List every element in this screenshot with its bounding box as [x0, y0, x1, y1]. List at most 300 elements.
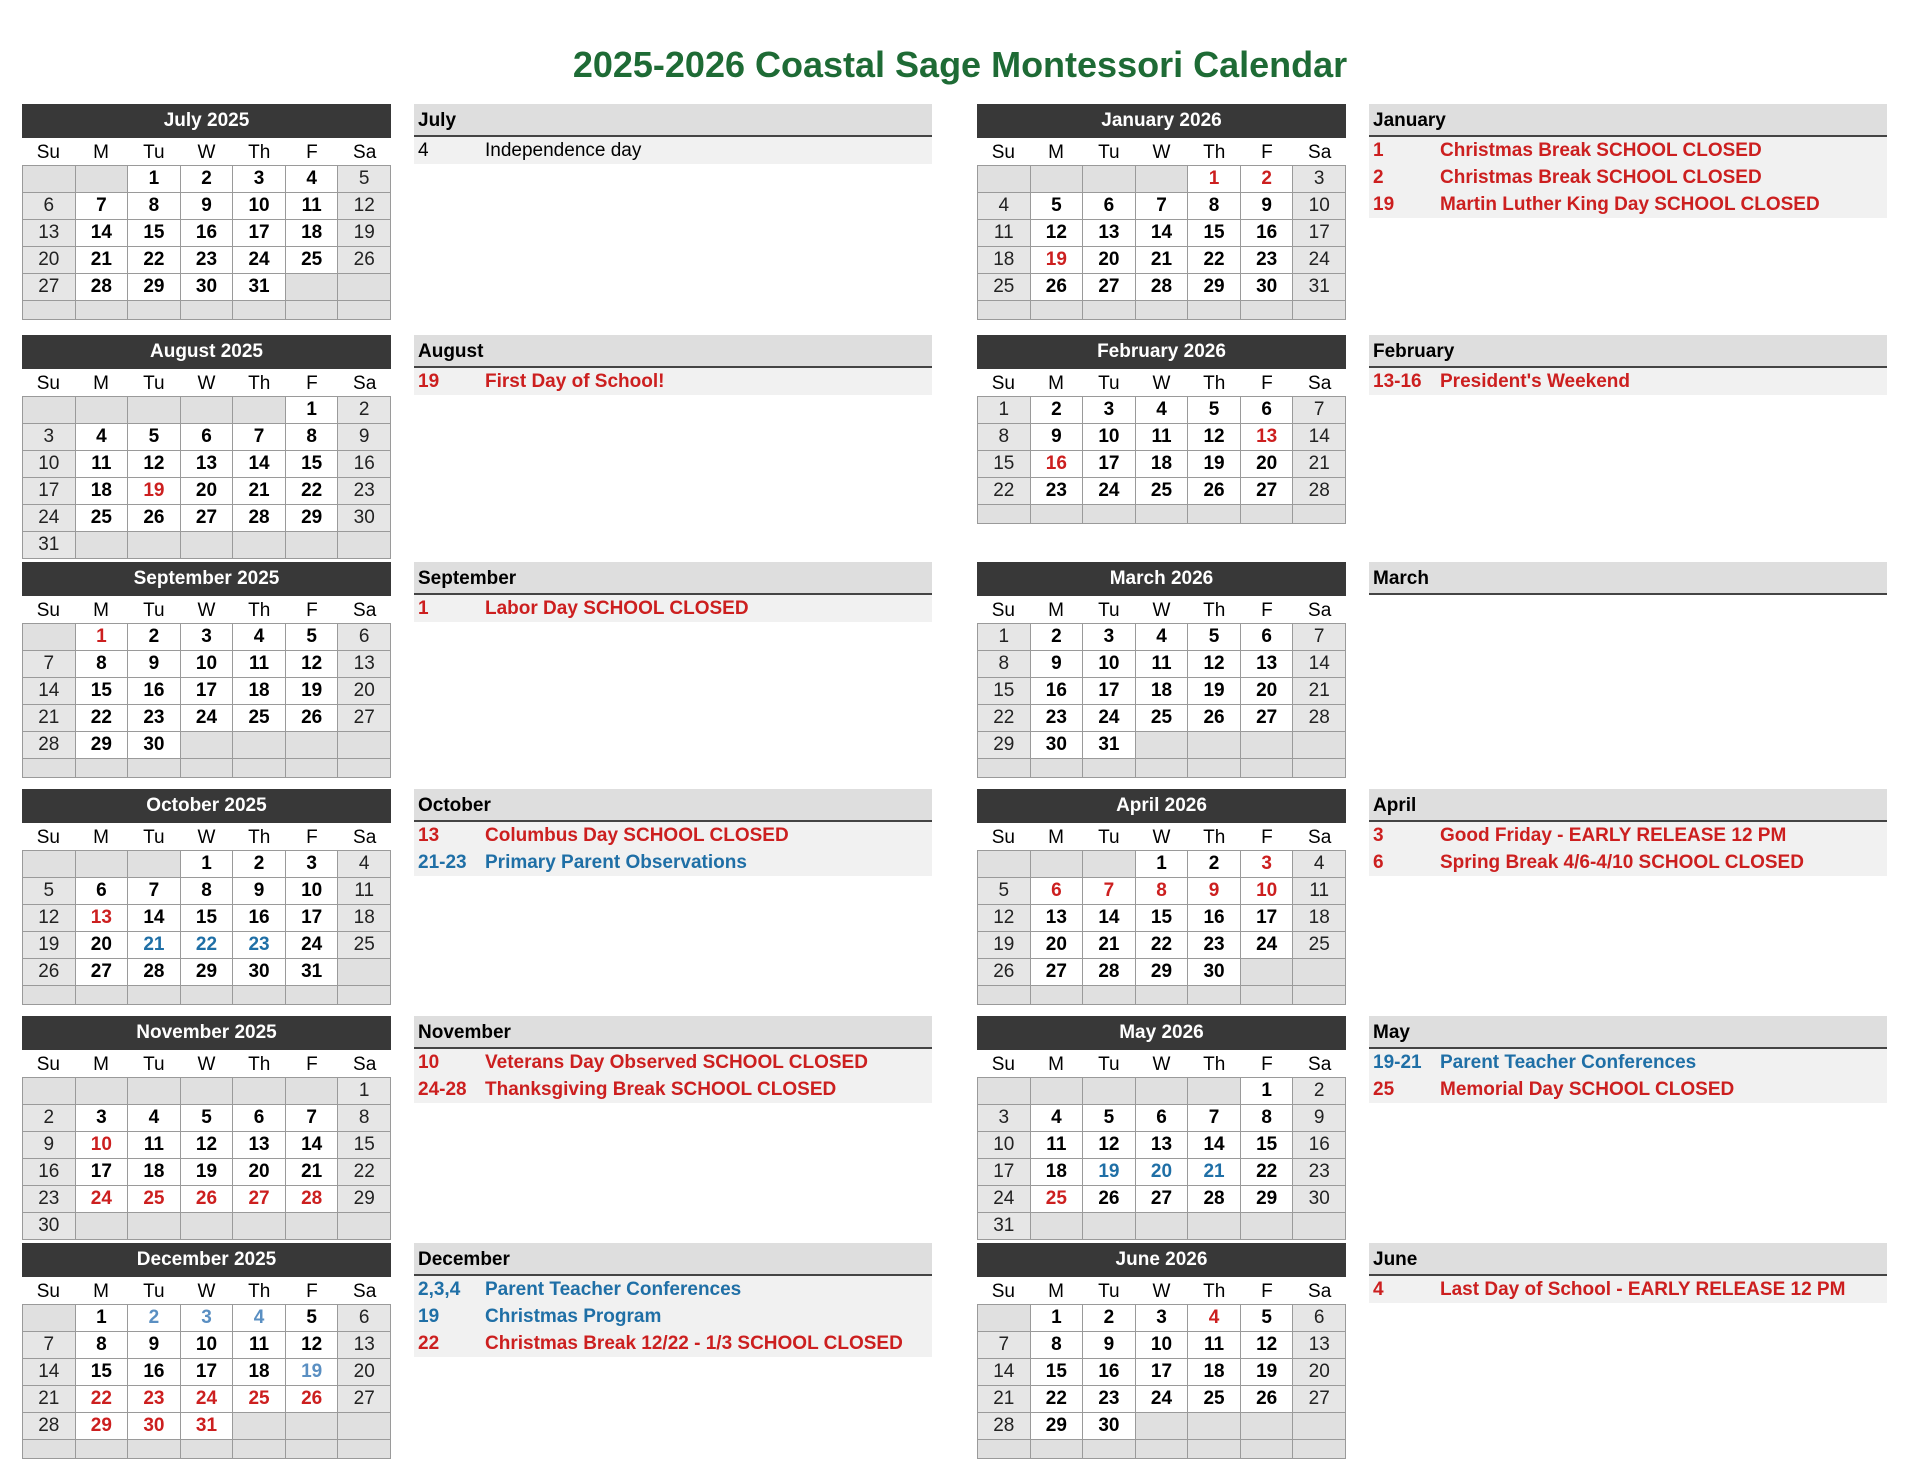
day-cell: 8 [338, 1105, 391, 1132]
day-cell: 10 [1241, 878, 1294, 905]
empty-day-cell [23, 624, 76, 651]
day-cell: 4 [338, 851, 391, 878]
empty-day-cell [1031, 851, 1084, 878]
day-cell: 24 [181, 1386, 234, 1413]
weekday-label: Th [1203, 1281, 1226, 1302]
empty-day-cell [76, 1213, 129, 1240]
day-cell: 25 [338, 932, 391, 959]
empty-day-cell [181, 301, 234, 320]
day-cell: 26 [128, 505, 181, 532]
day-cell: 19 [1031, 247, 1084, 274]
day-cell: 9 [1188, 878, 1241, 905]
day-cell: 21 [1188, 1159, 1241, 1186]
event-description: Christmas Break SCHOOL CLOSED [1440, 140, 1762, 161]
day-cell: 1 [1136, 851, 1189, 878]
month-grid [977, 396, 1346, 524]
weekday-label: Th [1203, 373, 1226, 394]
day-cell: 27 [1136, 1186, 1189, 1213]
day-cell: 18 [286, 220, 339, 247]
events-list [414, 1016, 932, 1103]
weekday-label: Sa [1308, 1054, 1332, 1075]
empty-day-cell [1136, 759, 1189, 778]
day-cell: 23 [1031, 478, 1084, 505]
day-cell: 29 [338, 1186, 391, 1213]
day-cell: 11 [76, 451, 129, 478]
day-cell: 21 [128, 932, 181, 959]
weekday-label: W [1152, 142, 1171, 163]
empty-day-cell [1241, 732, 1294, 759]
day-cell: 6 [1083, 193, 1136, 220]
empty-day-cell [181, 1078, 234, 1105]
weekday-label: F [1261, 373, 1273, 394]
event-date: 10 [418, 1052, 440, 1073]
day-cell: 18 [233, 1359, 286, 1386]
empty-day-cell [23, 301, 76, 320]
day-cell: 25 [128, 1186, 181, 1213]
day-cell: 14 [1188, 1132, 1241, 1159]
day-cell: 18 [233, 678, 286, 705]
weekday-label: Sa [353, 373, 377, 394]
day-cell: 18 [76, 478, 129, 505]
event-description: Parent Teacher Conferences [1440, 1052, 1697, 1073]
day-cell: 17 [181, 1359, 234, 1386]
day-cell: 24 [181, 705, 234, 732]
day-cell: 28 [978, 1413, 1031, 1440]
empty-day-cell [1293, 1440, 1346, 1459]
day-cell: 12 [978, 905, 1031, 932]
month-grid [977, 165, 1346, 320]
day-cell: 1 [1031, 1305, 1084, 1332]
event-date: 19 [418, 371, 440, 392]
day-cell: 12 [1031, 220, 1084, 247]
weekday-label: Su [36, 827, 60, 848]
day-cell: 18 [128, 1159, 181, 1186]
day-cell: 31 [23, 532, 76, 559]
day-cell: 17 [1293, 220, 1346, 247]
empty-day-cell [1188, 1213, 1241, 1240]
day-cell: 19 [1188, 451, 1241, 478]
weekday-label: M [1048, 600, 1064, 621]
day-cell: 4 [1031, 1105, 1084, 1132]
empty-day-cell [1241, 301, 1294, 320]
empty-day-cell [338, 759, 391, 778]
day-cell: 2 [1241, 166, 1294, 193]
weekday-label: Sa [353, 142, 377, 163]
day-cell: 19 [1188, 678, 1241, 705]
day-cell: 20 [23, 247, 76, 274]
empty-day-cell [181, 532, 234, 559]
weekday-label: F [306, 827, 318, 848]
weekday-label: W [1152, 373, 1171, 394]
month-calendar [977, 335, 1346, 524]
day-cell: 20 [1241, 451, 1294, 478]
events-month-heading: January [1369, 104, 1887, 137]
events-month-heading: March [1369, 562, 1887, 595]
events-month-heading: April [1369, 789, 1887, 822]
day-cell: 22 [76, 1386, 129, 1413]
day-cell: 17 [1083, 451, 1136, 478]
events-month-heading: September [414, 562, 932, 595]
day-cell: 10 [1083, 424, 1136, 451]
day-cell: 4 [233, 1305, 286, 1332]
weekday-label: Sa [1308, 600, 1332, 621]
day-cell: 7 [286, 1105, 339, 1132]
day-cell: 11 [233, 651, 286, 678]
weekday-label: F [306, 600, 318, 621]
day-cell: 24 [1136, 1386, 1189, 1413]
event-row [414, 1330, 932, 1357]
weekday-label: M [1048, 827, 1064, 848]
event-row [1369, 137, 1887, 164]
weekday-label: Sa [1308, 827, 1332, 848]
day-cell: 23 [1293, 1159, 1346, 1186]
empty-day-cell [338, 959, 391, 986]
event-row [1369, 191, 1887, 218]
empty-day-cell [23, 1440, 76, 1459]
weekday-label: Th [1203, 142, 1226, 163]
day-cell: 20 [181, 478, 234, 505]
weekday-label: F [1261, 142, 1273, 163]
day-cell: 16 [128, 678, 181, 705]
empty-day-cell [1188, 986, 1241, 1005]
day-cell: 11 [1293, 878, 1346, 905]
day-cell: 7 [76, 193, 129, 220]
empty-day-cell [233, 1413, 286, 1440]
day-cell: 13 [1083, 220, 1136, 247]
day-cell: 1 [76, 624, 129, 651]
event-row [1369, 822, 1887, 849]
weekday-label: M [1048, 142, 1064, 163]
empty-day-cell [338, 1440, 391, 1459]
empty-day-cell [1241, 1440, 1294, 1459]
empty-day-cell [286, 1078, 339, 1105]
event-description: Veterans Day Observed SCHOOL CLOSED [485, 1052, 868, 1073]
month-grid [22, 850, 391, 1005]
day-cell: 2 [1293, 1078, 1346, 1105]
weekday-label: W [197, 600, 216, 621]
day-cell: 6 [1293, 1305, 1346, 1332]
day-cell: 30 [1188, 959, 1241, 986]
event-row [1369, 368, 1887, 395]
event-date: 3 [1373, 825, 1384, 846]
day-cell: 21 [1293, 678, 1346, 705]
weekday-label: M [1048, 373, 1064, 394]
empty-day-cell [76, 1078, 129, 1105]
day-cell: 14 [286, 1132, 339, 1159]
day-cell: 12 [1188, 651, 1241, 678]
month-title: December 2025 [22, 1243, 391, 1277]
month-calendar [22, 1243, 391, 1459]
empty-day-cell [338, 986, 391, 1005]
day-cell: 20 [1293, 1359, 1346, 1386]
empty-day-cell [1188, 759, 1241, 778]
weekday-label: Su [36, 1054, 60, 1075]
day-cell: 23 [128, 705, 181, 732]
day-cell: 22 [1188, 247, 1241, 274]
empty-day-cell [1188, 505, 1241, 524]
day-cell: 5 [1241, 1305, 1294, 1332]
events-month-heading: August [414, 335, 932, 368]
day-cell: 11 [1136, 651, 1189, 678]
day-cell: 28 [233, 505, 286, 532]
day-cell: 15 [128, 220, 181, 247]
day-cell: 20 [233, 1159, 286, 1186]
day-cell: 14 [978, 1359, 1031, 1386]
day-cell: 11 [286, 193, 339, 220]
weekday-label: Th [1203, 1054, 1226, 1075]
day-cell: 6 [338, 624, 391, 651]
weekday-label: Tu [143, 1281, 165, 1302]
day-cell: 8 [1136, 878, 1189, 905]
empty-day-cell [181, 986, 234, 1005]
day-cell: 19 [23, 932, 76, 959]
weekday-label: Th [248, 827, 271, 848]
empty-day-cell [978, 1305, 1031, 1332]
day-cell: 6 [1241, 624, 1294, 651]
weekday-label: M [93, 1054, 109, 1075]
day-cell: 19 [1083, 1159, 1136, 1186]
day-cell: 26 [1241, 1386, 1294, 1413]
empty-day-cell [76, 166, 129, 193]
empty-day-cell [1136, 301, 1189, 320]
day-cell: 4 [1136, 397, 1189, 424]
day-cell: 12 [286, 1332, 339, 1359]
day-cell: 28 [23, 732, 76, 759]
day-cell: 30 [128, 1413, 181, 1440]
event-date: 19-21 [1373, 1052, 1422, 1073]
day-cell: 21 [1083, 932, 1136, 959]
weekday-header [977, 369, 1346, 396]
weekday-label: Tu [143, 373, 165, 394]
empty-day-cell [338, 301, 391, 320]
day-cell: 26 [338, 247, 391, 274]
events-list [1369, 562, 1887, 595]
weekday-label: F [306, 142, 318, 163]
day-cell: 31 [233, 274, 286, 301]
empty-day-cell [76, 532, 129, 559]
day-cell: 31 [978, 1213, 1031, 1240]
month-title: June 2026 [977, 1243, 1346, 1277]
day-cell: 26 [286, 1386, 339, 1413]
empty-day-cell [1293, 759, 1346, 778]
day-cell: 5 [978, 878, 1031, 905]
events-list [414, 562, 932, 622]
day-cell: 22 [181, 932, 234, 959]
event-description: Christmas Program [485, 1306, 662, 1327]
day-cell: 13 [338, 1332, 391, 1359]
weekday-label: F [1261, 1054, 1273, 1075]
empty-day-cell [286, 732, 339, 759]
day-cell: 16 [1293, 1132, 1346, 1159]
weekday-label: Tu [143, 142, 165, 163]
day-cell: 29 [978, 732, 1031, 759]
weekday-label: Sa [353, 827, 377, 848]
day-cell: 3 [233, 166, 286, 193]
day-cell: 13 [76, 905, 129, 932]
day-cell: 6 [181, 424, 234, 451]
weekday-header [22, 1277, 391, 1304]
weekday-header [22, 596, 391, 623]
weekday-label: Su [991, 142, 1015, 163]
day-cell: 15 [1136, 905, 1189, 932]
empty-day-cell [286, 1440, 339, 1459]
month-title: October 2025 [22, 789, 391, 823]
month-calendar [22, 789, 391, 1005]
day-cell: 19 [286, 678, 339, 705]
weekday-label: Sa [1308, 373, 1332, 394]
empty-day-cell [76, 397, 129, 424]
day-cell: 27 [1241, 705, 1294, 732]
day-cell: 8 [1188, 193, 1241, 220]
empty-day-cell [286, 986, 339, 1005]
day-cell: 11 [233, 1332, 286, 1359]
event-date: 1 [418, 598, 429, 619]
day-cell: 28 [23, 1413, 76, 1440]
weekday-label: Tu [1098, 1281, 1120, 1302]
day-cell: 4 [1188, 1305, 1241, 1332]
empty-day-cell [1031, 759, 1084, 778]
day-cell: 2 [128, 1305, 181, 1332]
empty-day-cell [286, 1213, 339, 1240]
empty-day-cell [978, 759, 1031, 778]
weekday-label: W [197, 373, 216, 394]
empty-day-cell [1241, 986, 1294, 1005]
empty-day-cell [1188, 1440, 1241, 1459]
day-cell: 14 [1293, 651, 1346, 678]
event-row [1369, 849, 1887, 876]
day-cell: 27 [1241, 478, 1294, 505]
month-title: July 2025 [22, 104, 391, 138]
event-description: Memorial Day SCHOOL CLOSED [1440, 1079, 1735, 1100]
month-grid [977, 1304, 1346, 1459]
event-row [1369, 1049, 1887, 1076]
events-list [414, 789, 932, 876]
weekday-label: M [93, 373, 109, 394]
weekday-label: Su [36, 1281, 60, 1302]
empty-day-cell [128, 301, 181, 320]
events-month-heading: October [414, 789, 932, 822]
events-month-heading: July [414, 104, 932, 137]
month-grid [22, 1304, 391, 1459]
day-cell: 5 [23, 878, 76, 905]
weekday-label: W [197, 827, 216, 848]
empty-day-cell [233, 732, 286, 759]
day-cell: 26 [978, 959, 1031, 986]
weekday-header [22, 823, 391, 850]
weekday-header [22, 1050, 391, 1077]
empty-day-cell [76, 986, 129, 1005]
day-cell: 22 [128, 247, 181, 274]
day-cell: 27 [23, 274, 76, 301]
day-cell: 29 [1136, 959, 1189, 986]
day-cell: 25 [1188, 1386, 1241, 1413]
day-cell: 3 [1083, 397, 1136, 424]
day-cell: 24 [286, 932, 339, 959]
day-cell: 30 [128, 732, 181, 759]
empty-day-cell [1293, 959, 1346, 986]
day-cell: 23 [1031, 705, 1084, 732]
day-cell: 22 [1136, 932, 1189, 959]
day-cell: 23 [23, 1186, 76, 1213]
day-cell: 25 [1293, 932, 1346, 959]
day-cell: 21 [978, 1386, 1031, 1413]
empty-day-cell [1293, 986, 1346, 1005]
day-cell: 4 [978, 193, 1031, 220]
day-cell: 9 [128, 651, 181, 678]
day-cell: 25 [76, 505, 129, 532]
empty-day-cell [1188, 301, 1241, 320]
day-cell: 2 [1031, 624, 1084, 651]
event-date: 25 [1373, 1079, 1395, 1100]
day-cell: 24 [1083, 478, 1136, 505]
day-cell: 9 [128, 1332, 181, 1359]
weekday-label: Su [991, 1054, 1015, 1075]
weekday-label: Tu [1098, 600, 1120, 621]
empty-day-cell [1136, 166, 1189, 193]
empty-day-cell [128, 1078, 181, 1105]
day-cell: 29 [128, 274, 181, 301]
empty-day-cell [1293, 732, 1346, 759]
empty-day-cell [1083, 1440, 1136, 1459]
empty-day-cell [233, 1213, 286, 1240]
day-cell: 7 [978, 1332, 1031, 1359]
day-cell: 19 [286, 1359, 339, 1386]
day-cell: 13 [233, 1132, 286, 1159]
event-date: 21-23 [418, 852, 467, 873]
empty-day-cell [978, 301, 1031, 320]
event-description: President's Weekend [1440, 371, 1631, 392]
day-cell: 12 [1241, 1332, 1294, 1359]
day-cell: 24 [233, 247, 286, 274]
empty-day-cell [1083, 986, 1136, 1005]
day-cell: 9 [1031, 651, 1084, 678]
empty-day-cell [1083, 1213, 1136, 1240]
weekday-label: Th [1203, 827, 1226, 848]
day-cell: 19 [181, 1159, 234, 1186]
weekday-label: Tu [143, 827, 165, 848]
day-cell: 2 [1188, 851, 1241, 878]
event-date: 4 [418, 140, 429, 161]
empty-day-cell [1083, 759, 1136, 778]
weekday-label: Sa [1308, 142, 1332, 163]
day-cell: 4 [1293, 851, 1346, 878]
day-cell: 10 [1136, 1332, 1189, 1359]
event-row [1369, 1276, 1887, 1303]
day-cell: 30 [23, 1213, 76, 1240]
day-cell: 25 [233, 1386, 286, 1413]
empty-day-cell [76, 301, 129, 320]
day-cell: 16 [1241, 220, 1294, 247]
day-cell: 21 [286, 1159, 339, 1186]
weekday-label: M [93, 1281, 109, 1302]
day-cell: 14 [1136, 220, 1189, 247]
day-cell: 23 [1188, 932, 1241, 959]
day-cell: 21 [1136, 247, 1189, 274]
empty-day-cell [233, 532, 286, 559]
event-date: 1 [1373, 140, 1384, 161]
day-cell: 13 [1293, 1332, 1346, 1359]
empty-day-cell [1083, 505, 1136, 524]
day-cell: 29 [1031, 1413, 1084, 1440]
day-cell: 2 [128, 624, 181, 651]
day-cell: 4 [233, 624, 286, 651]
day-cell: 14 [1083, 905, 1136, 932]
empty-day-cell [978, 505, 1031, 524]
day-cell: 24 [23, 505, 76, 532]
empty-day-cell [1136, 1078, 1189, 1105]
day-cell: 14 [233, 451, 286, 478]
weekday-label: Tu [143, 600, 165, 621]
